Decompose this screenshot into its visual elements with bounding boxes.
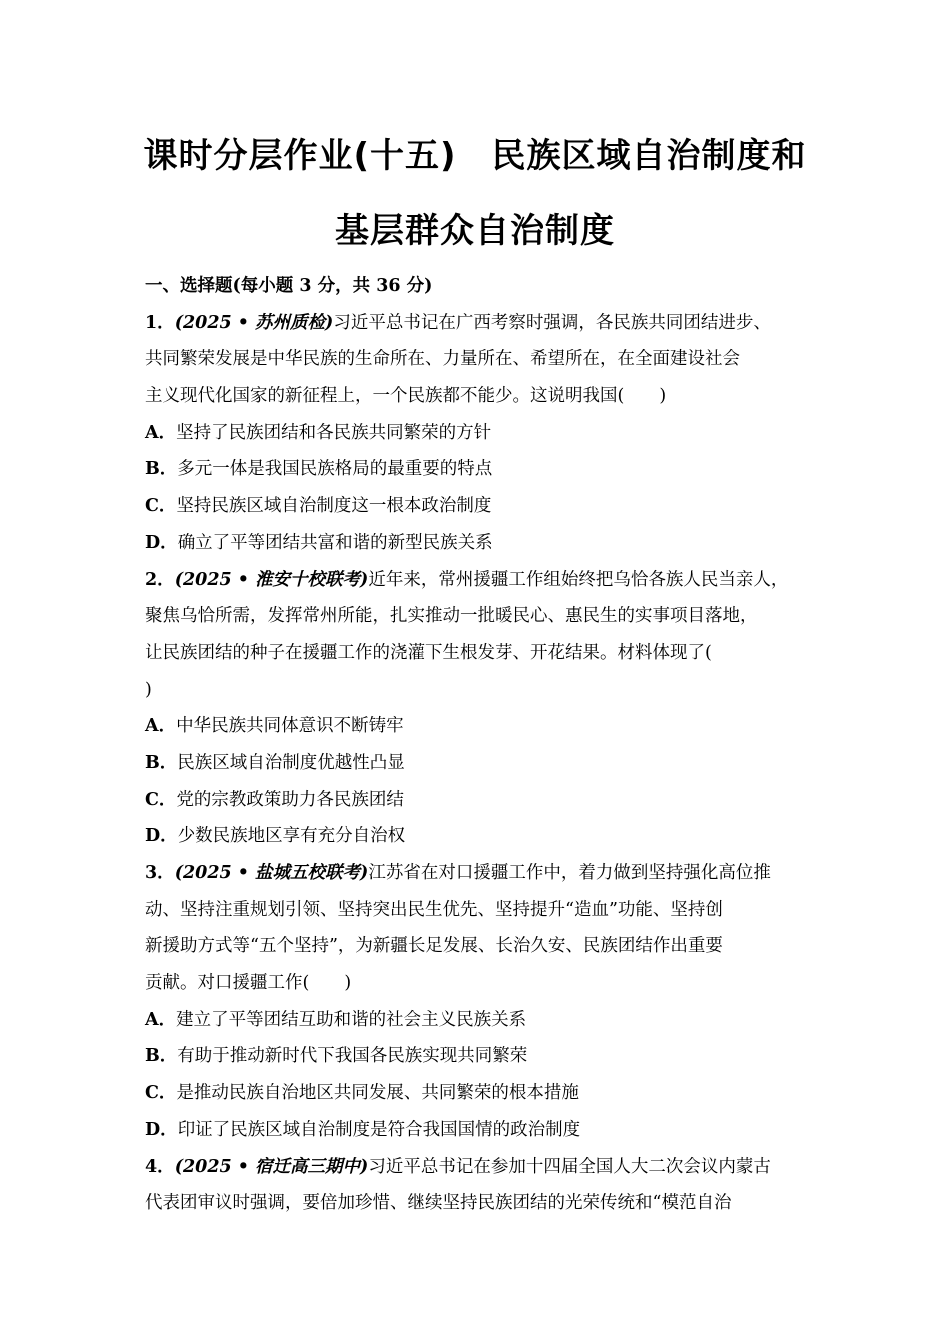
question-2-line-1 [145,562,825,599]
question-source: (2025 • 盐城五校联考) [174,863,369,883]
question-text-line: 聚焦乌恰所需，发挥常州所能，扎实推动一批暖民心、惠民生的实事项目落地， [145,606,758,627]
question-number: 1． [145,312,175,333]
question-1-line-1 [145,305,825,342]
question-text: 习近平总书记在广西考察时强调，各民族共同团结进步、 [333,312,771,333]
option-b: B．有助于推动新时代下我国各民族实现共同繁荣 [145,1046,528,1067]
question-3-line-1 [145,855,825,892]
question-text-line: 贡献。对口援疆工作( ) [145,973,352,994]
question-text-line: ) [145,679,152,700]
question-source: (2025 • 淮安十校联考) [174,569,369,590]
option-c: C．党的宗教政策助力各民族团结 [145,789,404,810]
option-c: C．坚持民族区域自治制度这一根本政治制度 [145,496,492,517]
option-a: A．建立了平等团结互助和谐的社会主义民族关系 [145,1009,527,1030]
question-2 [145,562,825,856]
question-text-line: 主义现代化国家的新征程上，一个民族都不能少。这说明我国( ) [145,386,667,407]
question-text-line: 让民族团结的种子在援疆工作的浇灌下生根发芽、开花结果。材料体现了( [145,642,712,663]
option-d: D．少数民族地区享有充分自治权 [145,826,406,847]
question-4 [145,1149,825,1222]
option-a: A．中华民族共同体意识不断铸牢 [145,716,404,737]
option-d: D．印证了民族区域自治制度是符合我国国情的政治制度 [145,1119,581,1140]
question-text-line: 代表团审议时强调，要倍加珍惜、继续坚持民族团结的光荣传统和“模范自治 [145,1193,732,1214]
question-source: (2025 • 苏州质检) [174,312,334,333]
question-text: 江苏省在对口援疆工作中，着力做到坚持强化高位推 [368,863,771,883]
page-title-line-2: 基层群众自治制度 [335,211,615,251]
question-number: 4． [145,1156,175,1177]
document-body [145,268,825,1222]
question-1 [145,305,825,562]
option-b: B．民族区域自治制度优越性凸显 [145,752,405,773]
question-3 [145,855,825,1149]
option-d: D．确立了平等团结共富和谐的新型民族关系 [145,532,493,553]
option-b: B．多元一体是我国民族格局的最重要的特点 [145,459,493,480]
question-text: 习近平总书记在参加十四届全国人大二次会议内蒙古 [368,1156,771,1177]
question-text: 近年来，常州援疆工作组始终把乌恰各族人民当亲人， [368,569,789,590]
question-text-line: 共同繁荣发展是中华民族的生命所在、力量所在、希望所在，在全面建设社会 [145,349,740,370]
section-heading: 一、选择题(每小题 3 分，共 36 分) [145,276,433,296]
option-a: A．坚持了民族团结和各民族共同繁荣的方针 [145,422,492,443]
option-c: C．是推动民族自治地区共同发展、共同繁荣的根本措施 [145,1083,579,1104]
question-number: 2． [145,569,175,590]
question-text-line: 新援助方式等“五个坚持”，为新疆长足发展、长治久安、民族团结作出重要 [145,936,723,957]
question-number: 3． [145,863,175,883]
question-text-line: 动、坚持注重规划引领、坚持突出民生优先、坚持提升“造血”功能、坚持创 [145,899,723,920]
question-4-line-1 [145,1149,825,1186]
page-title-line-1: 课时分层作业(十五) 民族区域自治制度和 [143,136,807,176]
question-source: (2025 • 宿迁高三期中) [174,1156,369,1177]
